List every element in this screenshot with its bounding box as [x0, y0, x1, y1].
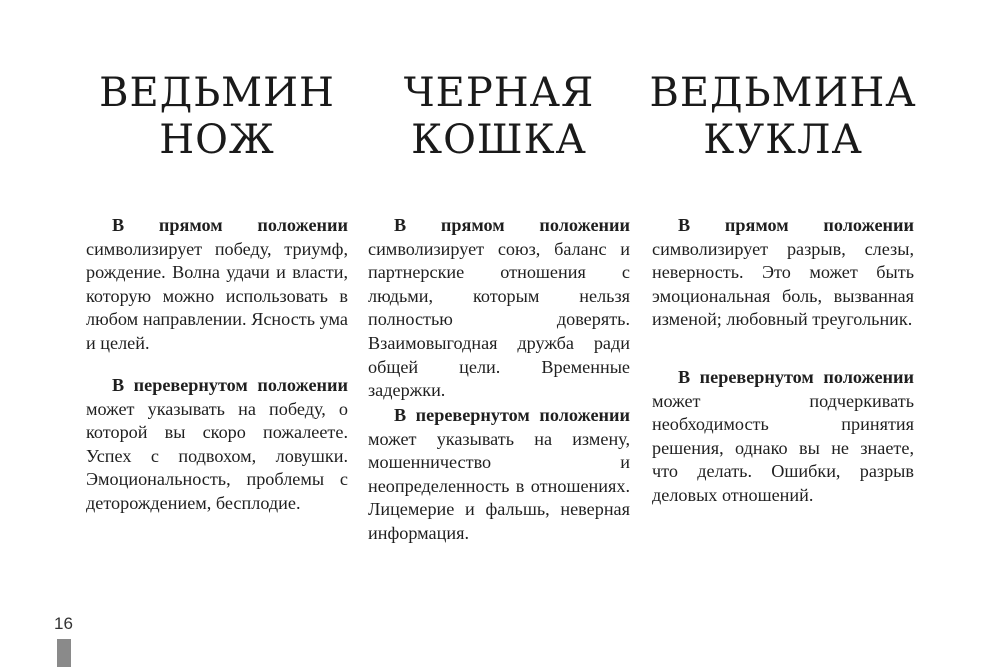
upright-lead: В прямом положении	[394, 215, 630, 235]
card-title-line2: КУКЛА	[703, 117, 863, 163]
reversed-text: может указывать на измену, мошенничество и неопределенность в отношениях. Лицемерие и фальшь, неверная информация.	[368, 428, 630, 543]
upright-meaning	[652, 214, 914, 332]
card-title-line1: ВЕДЬМИН	[99, 70, 335, 116]
upright-lead: В прямом положении	[112, 215, 348, 235]
reversed-lead: В перевернутом положении	[112, 375, 348, 395]
reversed-meaning	[86, 374, 348, 516]
page-number: 16	[54, 614, 73, 633]
upright-lead: В прямом положении	[678, 215, 914, 235]
reversed-text: может подчеркивать необходимость принятия решения, однако вы не знаете, что делать. Ошибки, разрыв деловых отношений.	[652, 390, 914, 505]
page-marker-bar	[57, 639, 71, 667]
upright-meaning	[86, 214, 348, 356]
reversed-meaning	[368, 404, 630, 546]
reversed-text: может указывать на победу, о которой вы скоро пожалеете. Успех с подвохом, ловушки. Эмоциональность, проблемы с деторождением, бесплодие.	[86, 398, 348, 513]
card-title	[56, 70, 378, 164]
upright-text: символизирует союз, баланс и партнерские отношения с людьми, которым нельзя полностью доверять. Взаимовыгодная дружба ради общей цели. Временные задержки.	[368, 238, 630, 401]
card-title-line2: КОШКА	[411, 117, 587, 163]
reversed-lead: В перевернутом положении	[678, 367, 914, 387]
upright-text: символизирует разрыв, слезы, неверность. Это может быть эмоциональная боль, вызванная изменой; любовный треугольник.	[652, 238, 914, 330]
card-title	[622, 70, 944, 164]
card-title	[338, 70, 660, 164]
reversed-lead: В перевернутом положении	[394, 405, 630, 425]
card-title-line1: ВЕДЬМИНА	[649, 70, 917, 116]
card-title-line2: НОЖ	[159, 117, 275, 163]
reversed-meaning	[652, 366, 914, 508]
upright-text: символизирует победу, триумф, рождение. Волна удачи и власти, которую можно использовать в любом направлении. Ясность ума и целей.	[86, 238, 348, 353]
card-title-line1: ЧЕРНАЯ	[403, 70, 595, 116]
upright-meaning	[368, 214, 630, 403]
